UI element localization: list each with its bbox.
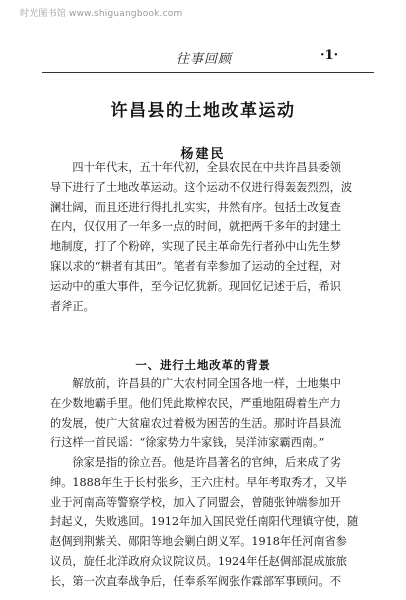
paragraph-line: 业于河南高等警察学校，加入了同盟会，曾随张钟端参加开 <box>50 495 341 509</box>
paragraph-line: 澜壮阔，而且还进行得扎扎实实，井然有序。包括土改复查 <box>50 200 341 214</box>
paragraph-line: 导下进行了土地改革运动。这个运动不仅进行得轰轰烈烈，波 <box>50 180 353 194</box>
paragraph-line: 绅。1888年生于长村张乡，王六庄村。早年考取秀才，又毕 <box>50 475 347 489</box>
paragraph-line: 行这样一首民谣：“徐家势力牛家钱，吴洋沛家霸西南。” <box>50 436 325 450</box>
paragraph-line: 在内，仅仅用了一年多一点的时间，就把两千多年的封建土 <box>50 220 341 234</box>
paragraph-line: 徐家是指的徐立吾。他是许昌著名的官绅，后来成了劣 <box>50 456 341 469</box>
paragraph-line: 封起义，失败逃回。1912年加入国民党任南阳代理镇守使，随 <box>50 515 359 529</box>
watermark: 时光图书馆 www.shiguangbook.com <box>20 9 183 19</box>
section-heading: 一、进行土地改革的背景 <box>135 358 271 372</box>
page-number: ·1· <box>320 48 339 63</box>
paragraph-line: 长，第一次直奉战争后，任奉系军阀张作霖部军事顾问。不 <box>50 574 341 588</box>
intro-paragraph <box>50 158 360 316</box>
paragraph-line: 赵倜到荆紫关、郧阳等地会剿白朗义军。1918年任河南省参 <box>50 535 347 549</box>
header-rule <box>42 72 374 73</box>
running-head <box>0 48 406 70</box>
body-paragraph-2 <box>50 453 360 592</box>
paragraph-line: 解放前，许昌县的广大农村同全国各地一样，土地集中 <box>50 377 341 390</box>
paragraph-line: 地制度，打了个粉碎，实现了民主革命先行者孙中山先生梦 <box>50 240 341 254</box>
paragraph-line: 四十年代末，五十年代初，全县农民在中共许昌县委领 <box>50 161 341 174</box>
paragraph-line: 议员，旋任北洋政府众议院议员。1924年任赵倜部混成旅旅 <box>50 554 347 568</box>
body-paragraph-1 <box>50 374 360 453</box>
paragraph-line: 的发展，使广大贫雇农过着极为困苦的生活。那时许昌县流 <box>50 416 341 430</box>
paragraph-line: 运动中的重大事件，至今记忆犹新。现回忆记述于后，希识 <box>50 279 341 293</box>
article-title: 许昌县的土地改革运动 <box>110 101 296 121</box>
paragraph-line: 者斧正。 <box>50 299 95 313</box>
running-head-title: 往事回顾 <box>176 52 233 67</box>
paragraph-line: 寐以求的“耕者有其田”。笔者有幸参加了运动的全过程，对 <box>50 259 342 273</box>
paragraph-line: 在少数地霸手里。他们凭此欺榨农民，严重地阻碍着生产力 <box>50 396 341 410</box>
author-name: 杨建民 <box>180 147 226 162</box>
